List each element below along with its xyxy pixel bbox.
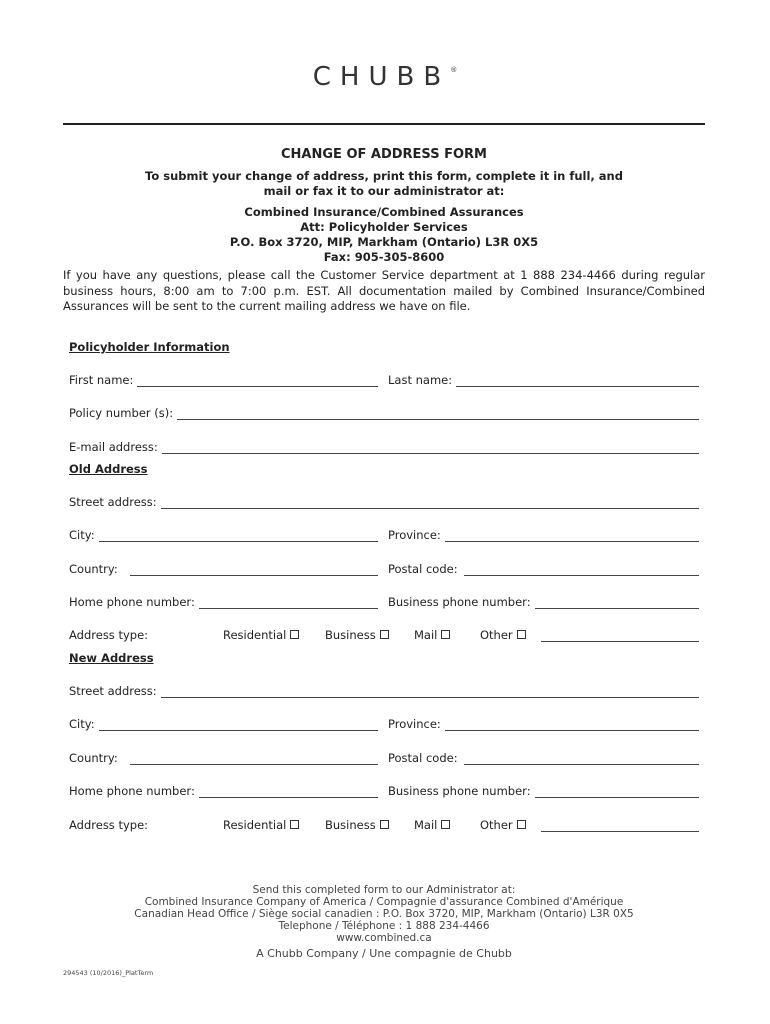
old-type-mail[interactable] xyxy=(414,628,450,642)
new-province-label: Province: xyxy=(388,717,441,731)
header-rule xyxy=(63,123,705,125)
instruction-line-1: To submit your change of address, print this form, complete it in full, and xyxy=(145,169,623,183)
new-other-checkbox[interactable] xyxy=(517,820,526,829)
policy-number-field[interactable] xyxy=(69,406,699,420)
old-type-business[interactable] xyxy=(325,628,389,642)
admin-address-line-3: P.O. Box 3720, MIP, Markham (Ontario) L3R 0X5 xyxy=(229,235,539,249)
new-residential-checkbox[interactable] xyxy=(290,820,299,829)
new-street-line[interactable] xyxy=(161,686,699,698)
new-other-line[interactable] xyxy=(541,821,699,832)
instruction-line-2: mail or fax it to our administrator at: xyxy=(263,184,505,198)
old-province-line[interactable] xyxy=(445,530,699,542)
old-street-field[interactable] xyxy=(69,495,699,509)
old-residential-label: Residential xyxy=(223,628,287,642)
footer-chubb-company: A Chubb Company / Une compagnie de Chubb xyxy=(256,947,512,960)
policy-number-label: Policy number (s): xyxy=(69,406,174,420)
old-type-residential[interactable] xyxy=(223,628,299,642)
new-business-phone-label: Business phone number: xyxy=(388,784,531,798)
new-home-phone-label: Home phone number: xyxy=(69,784,195,798)
form-title: CHANGE OF ADDRESS FORM xyxy=(281,147,487,162)
old-province-field[interactable] xyxy=(388,528,699,542)
footer-website: www.combined.ca xyxy=(336,932,432,944)
new-street-label: Street address: xyxy=(69,684,157,698)
old-mail-label: Mail xyxy=(414,628,438,642)
email-label: E-mail address: xyxy=(69,440,158,454)
email-line[interactable] xyxy=(162,442,699,454)
old-business-checkbox[interactable] xyxy=(380,630,389,639)
policyholder-heading: Policyholder Information xyxy=(69,340,230,354)
new-country-field[interactable] xyxy=(69,751,378,765)
old-country-line[interactable] xyxy=(130,564,378,576)
old-business-label: Business xyxy=(325,628,376,642)
old-postal-label: Postal code: xyxy=(388,562,458,576)
old-home-phone-line[interactable] xyxy=(199,597,378,609)
old-other-checkbox[interactable] xyxy=(517,630,526,639)
new-street-field[interactable] xyxy=(69,684,699,698)
intro-paragraph: If you have any questions, please call the Customer Service department at 1 888 234-4466 during regular business hours, 8:00 am to 7:00 p.m. EST. All documentation mailed by Combined Insurance/Combined Assurances will be sent to the current mailing address we have on file. xyxy=(63,268,705,313)
new-postal-label: Postal code: xyxy=(388,751,458,765)
new-country-label: Country: xyxy=(69,751,118,765)
last-name-label: Last name: xyxy=(388,373,453,387)
new-city-label: City: xyxy=(69,717,95,731)
new-business-label: Business xyxy=(325,818,376,832)
old-address-type-label: Address type: xyxy=(69,628,149,642)
old-type-other[interactable] xyxy=(480,628,526,642)
new-city-line[interactable] xyxy=(99,719,378,731)
old-province-label: Province: xyxy=(388,528,441,542)
old-residential-checkbox[interactable] xyxy=(290,630,299,639)
last-name-line[interactable] xyxy=(456,375,699,387)
old-home-phone-label: Home phone number: xyxy=(69,595,195,609)
new-type-other[interactable] xyxy=(480,818,526,832)
old-other-line[interactable] xyxy=(541,631,699,642)
new-address-heading: New Address xyxy=(69,651,154,665)
new-city-field[interactable] xyxy=(69,717,378,731)
new-residential-label: Residential xyxy=(223,818,287,832)
new-province-field[interactable] xyxy=(388,717,699,731)
old-business-phone-field[interactable] xyxy=(388,595,699,609)
footer-send-to: Send this completed form to our Administrator at: xyxy=(252,884,516,896)
old-country-field[interactable] xyxy=(69,562,378,576)
chubb-logo xyxy=(0,62,770,92)
new-business-phone-line[interactable] xyxy=(535,786,699,798)
old-postal-line[interactable] xyxy=(464,564,699,576)
old-other-label: Other xyxy=(480,628,513,642)
footer-head-office: Canadian Head Office / Siège social canadien : P.O. Box 3720, MIP, Markham (Ontario) L3R 0X5 xyxy=(134,908,634,920)
first-name-line[interactable] xyxy=(137,375,378,387)
old-postal-field[interactable] xyxy=(388,562,699,576)
admin-address-line-2: Att: Policyholder Services xyxy=(300,220,468,234)
first-name-field[interactable] xyxy=(69,373,378,387)
registered-mark: ® xyxy=(450,66,458,74)
new-home-phone-field[interactable] xyxy=(69,784,378,798)
first-name-label: First name: xyxy=(69,373,134,387)
new-business-checkbox[interactable] xyxy=(380,820,389,829)
new-home-phone-line[interactable] xyxy=(199,786,378,798)
old-address-heading: Old Address xyxy=(69,462,148,476)
new-type-mail[interactable] xyxy=(414,818,450,832)
footer-company-name: Combined Insurance Company of America / Compagnie d'assurance Combined d'Amérique xyxy=(144,896,624,908)
old-home-phone-field[interactable] xyxy=(69,595,378,609)
footer-telephone: Telephone / Téléphone : 1 888 234-4466 xyxy=(278,920,490,932)
last-name-field[interactable] xyxy=(388,373,699,387)
new-business-phone-field[interactable] xyxy=(388,784,699,798)
email-field[interactable] xyxy=(69,440,699,454)
old-city-label: City: xyxy=(69,528,95,542)
old-business-phone-label: Business phone number: xyxy=(388,595,531,609)
old-city-field[interactable] xyxy=(69,528,378,542)
old-business-phone-line[interactable] xyxy=(535,597,699,609)
new-mail-checkbox[interactable] xyxy=(441,820,450,829)
new-postal-line[interactable] xyxy=(464,753,699,765)
old-street-label: Street address: xyxy=(69,495,157,509)
old-country-label: Country: xyxy=(69,562,118,576)
new-mail-label: Mail xyxy=(414,818,438,832)
new-postal-field[interactable] xyxy=(388,751,699,765)
policy-number-line[interactable] xyxy=(177,408,699,420)
new-type-business[interactable] xyxy=(325,818,389,832)
new-type-residential[interactable] xyxy=(223,818,299,832)
old-street-line[interactable] xyxy=(161,497,699,509)
admin-address-line-1: Combined Insurance/Combined Assurances xyxy=(244,205,524,219)
new-address-type-label: Address type: xyxy=(69,818,149,832)
logo-text: CHUBB xyxy=(312,62,451,92)
old-mail-checkbox[interactable] xyxy=(441,630,450,639)
form-code: 294543 (10/2016)_PlatTerm xyxy=(63,969,154,977)
new-province-line[interactable] xyxy=(445,719,699,731)
new-country-line[interactable] xyxy=(130,753,378,765)
admin-fax: Fax: 905-305-8600 xyxy=(323,250,445,264)
old-city-line[interactable] xyxy=(99,530,378,542)
new-other-label: Other xyxy=(480,818,513,832)
